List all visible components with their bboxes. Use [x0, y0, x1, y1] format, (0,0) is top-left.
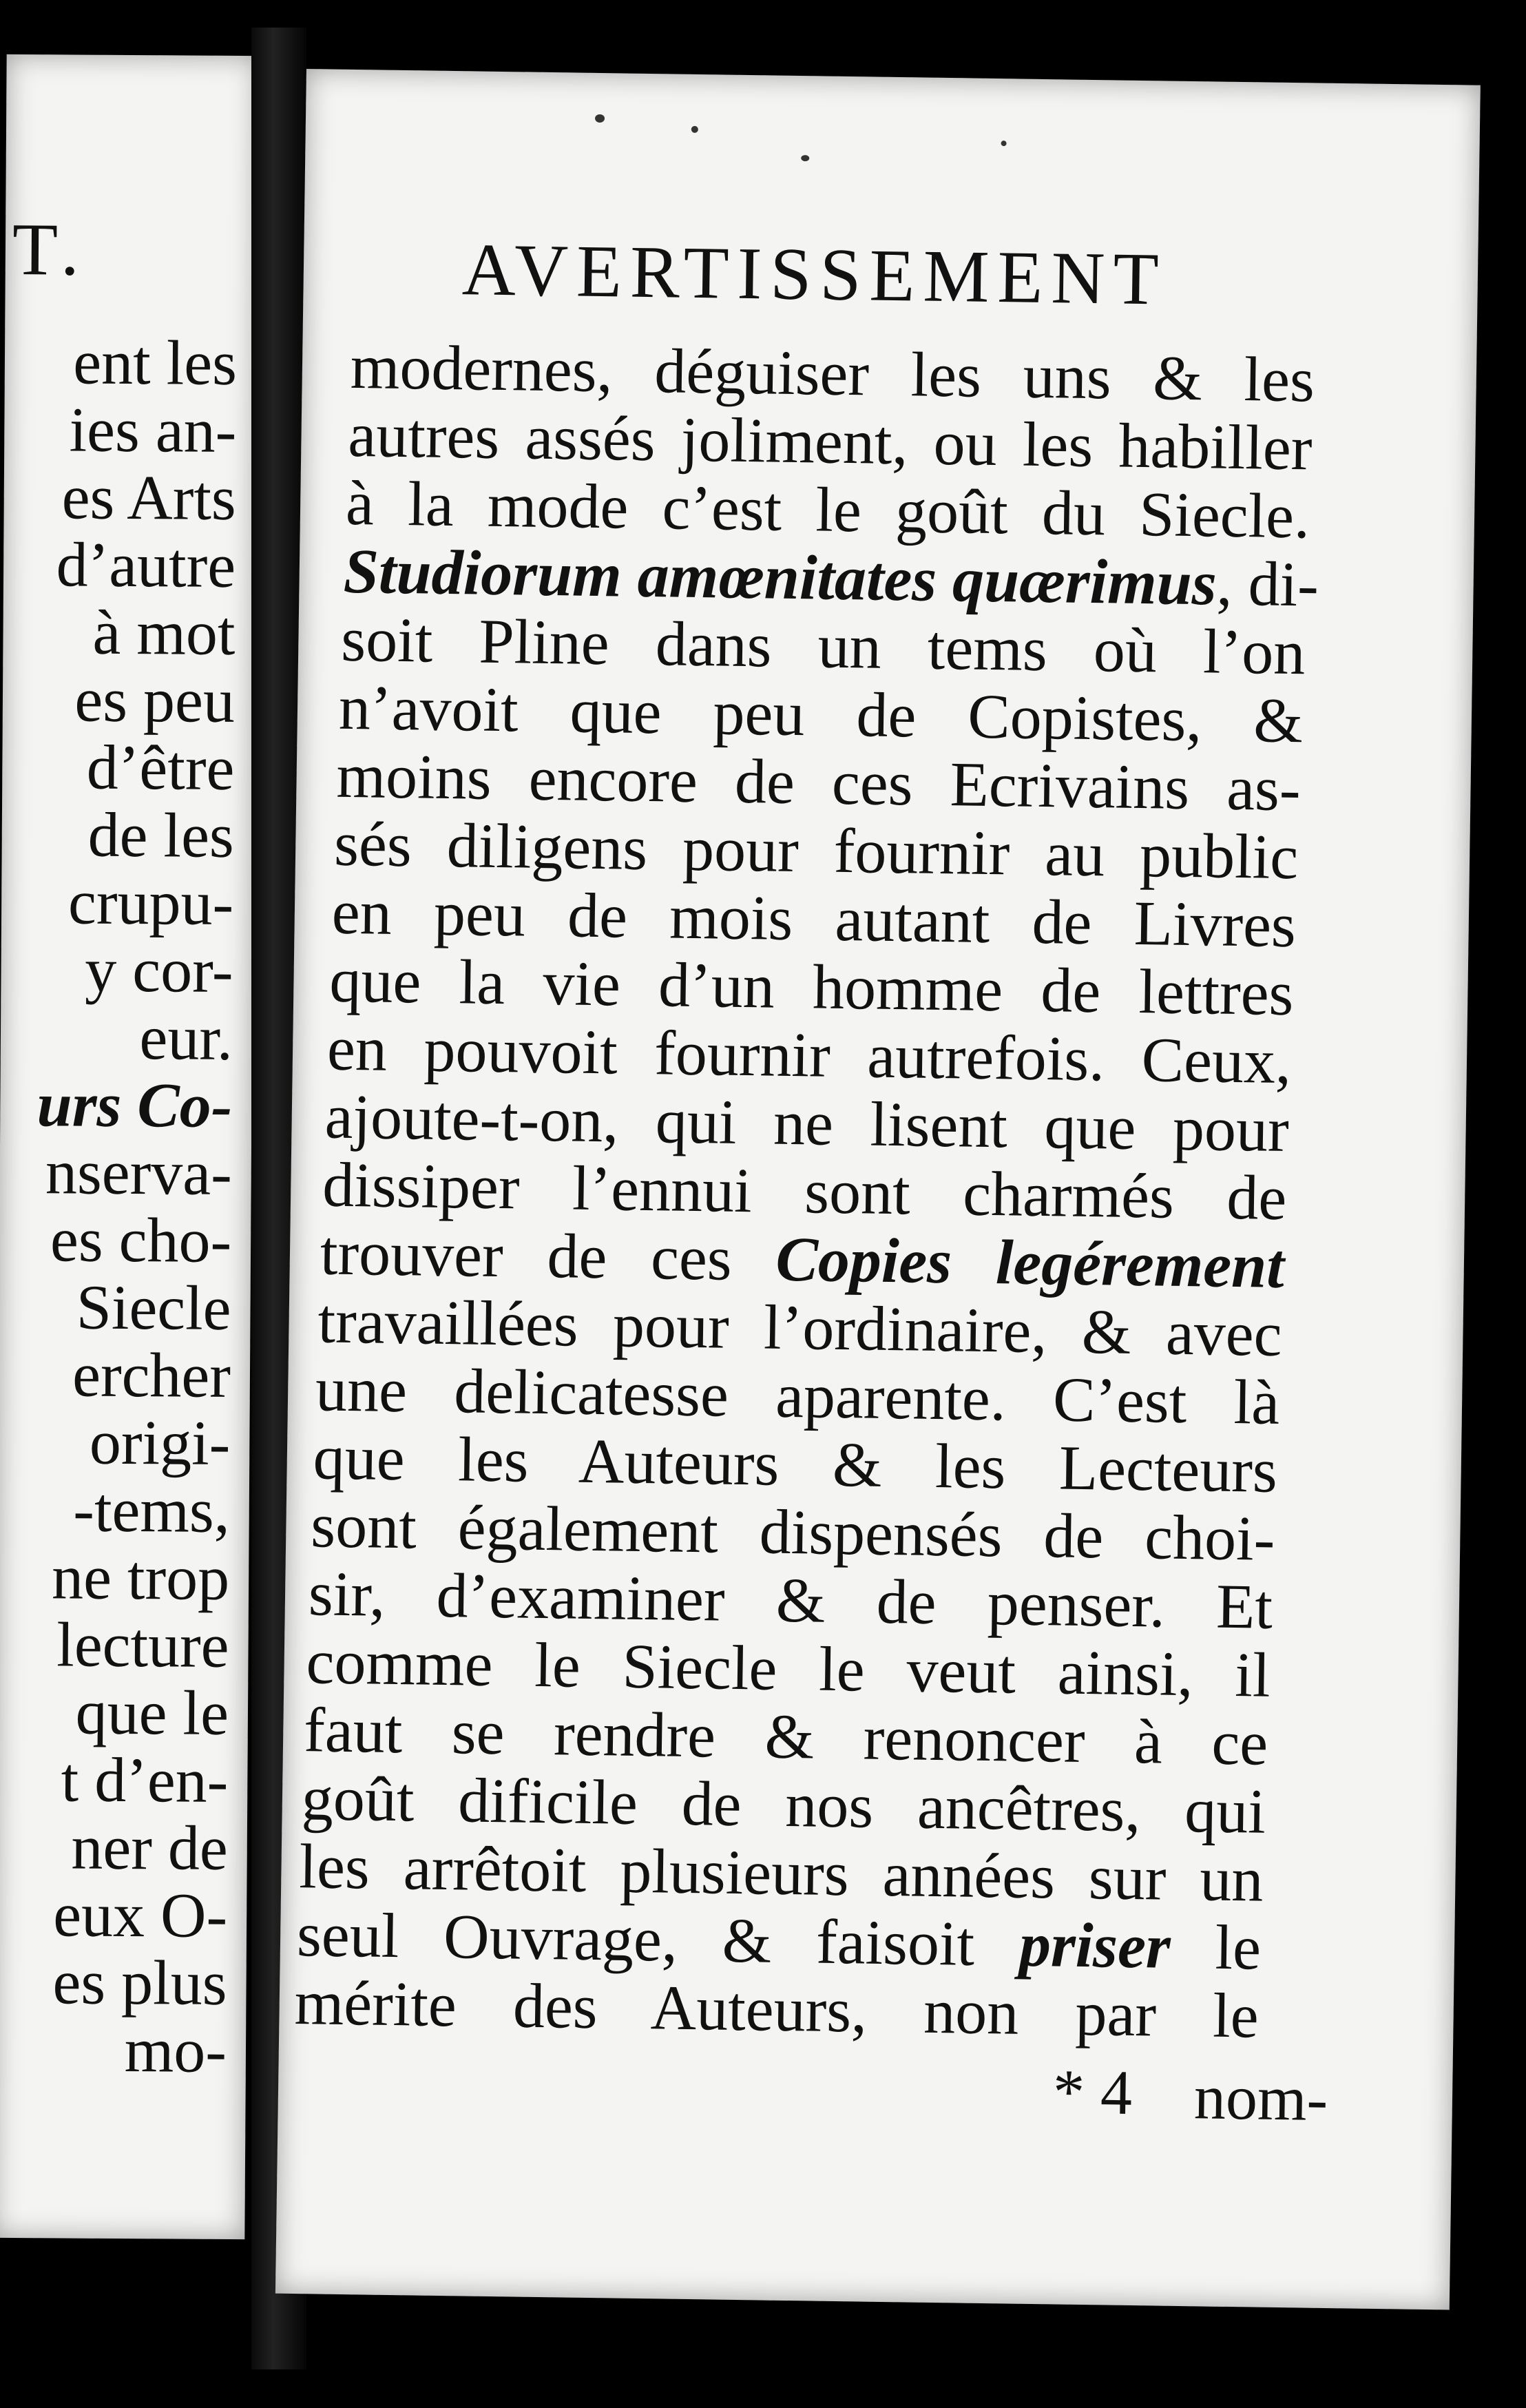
left-text-line: que le — [75, 1677, 229, 1748]
right-text-line: faut se rendre & renoncer à ce — [303, 1694, 1268, 1778]
left-text-line: origi- — [89, 1407, 231, 1478]
left-page-text — [7, 54, 258, 2086]
right-text-line: seul Ouvrage, & faisoit priser le — [296, 1899, 1262, 1983]
right-text-line: que la vie d’un homme de lettres — [328, 944, 1295, 1029]
right-text-line: autres assés joliment, ou les habiller — [347, 399, 1313, 484]
right-text-line: n’avoit que peu de Copistes, & — [338, 672, 1304, 756]
left-text-line: y cor- — [84, 934, 233, 1006]
paper-speck — [801, 155, 809, 161]
left-text-line: mo- — [124, 2015, 227, 2086]
right-text-line: à la mode c’est le goût du Siecle. — [345, 467, 1310, 552]
right-text-line: modernes, déguiser les uns & les — [350, 331, 1315, 415]
left-text-line: ent les — [73, 326, 238, 398]
paper-speck — [595, 114, 605, 123]
left-text-line: de les — [87, 799, 235, 871]
paper-speck — [691, 126, 698, 133]
left-text-line: es Arts — [61, 461, 237, 533]
left-text-line: ne trop — [51, 1542, 230, 1613]
right-text-line: Studiorum amœnitates quærimus, di- — [343, 535, 1319, 620]
left-text-line: urs Co- — [36, 1069, 233, 1141]
left-text-line: crupu- — [67, 866, 234, 938]
left-text-line: lecture — [56, 1609, 229, 1681]
right-text-line: les arrêtoit plusieurs années sur un — [298, 1831, 1264, 1915]
right-text-line: soit Pline dans un tems où l’on — [340, 603, 1306, 688]
left-text-line: eur. — [139, 1002, 233, 1073]
left-text-line: eux O- — [52, 1879, 228, 1951]
right-text-line: en peu de mois autant de Livres — [331, 876, 1297, 961]
left-text-line: -tems, — [73, 1474, 231, 1546]
right-text-line: travaillées pour l’ordinaire, & avec — [317, 1285, 1283, 1369]
left-text-line: es peu — [74, 664, 236, 736]
right-text-line: sont également dispensés de choi- — [310, 1490, 1276, 1574]
left-text-line: d’autre — [56, 529, 236, 601]
left-text-line: es cho- — [50, 1204, 232, 1276]
paper-speck — [1001, 141, 1007, 146]
right-text-line: dissiper l’ennui sont charmés de — [322, 1149, 1287, 1234]
right-text-line: sés diligens pour fournir au public — [333, 808, 1299, 893]
left-text-line: ner de — [71, 1812, 229, 1883]
signature-mark: * 4 — [1052, 2056, 1133, 2128]
right-running-head: AVERTISSEMENT — [461, 229, 1168, 321]
left-text-line: ies an- — [69, 394, 237, 466]
right-text-line: moins encore de ces Ecrivains as- — [335, 740, 1302, 824]
right-text-line: comme le Siecle le veut ainsi, il — [306, 1626, 1271, 1710]
left-text-line: à mot — [92, 596, 236, 668]
right-text-line: mérite des Auteurs, non par le — [294, 1967, 1260, 2051]
catchword: nom- — [1193, 2062, 1328, 2134]
right-text-line: que les Auteurs & les Lecteurs — [313, 1422, 1278, 1506]
left-text-line: es plus — [52, 1947, 227, 2018]
right-text-line: sir, d’examiner & de penser. Et — [308, 1558, 1273, 1642]
right-page — [275, 69, 1481, 2310]
right-text-line: une delicatesse aparente. C’est là — [315, 1353, 1280, 1437]
left-page — [0, 54, 258, 2239]
left-text-line: ercher — [72, 1339, 231, 1411]
right-text-line: ajoute-t-on, qui ne lisent que pour — [324, 1081, 1290, 1165]
right-text-line: goût dificile de nos ancêtres, qui — [301, 1763, 1266, 1847]
right-text-line: trouver de ces Copies legérement — [320, 1217, 1285, 1301]
left-text-line: t d’en- — [61, 1744, 229, 1816]
left-running-head: T. — [12, 208, 88, 291]
left-text-line: Siecle — [76, 1272, 231, 1343]
right-text-line: en pouvoit fournir autrefois. Ceux, — [326, 1013, 1292, 1097]
left-text-line: nserva- — [45, 1136, 233, 1208]
left-text-line: d’être — [86, 731, 235, 803]
